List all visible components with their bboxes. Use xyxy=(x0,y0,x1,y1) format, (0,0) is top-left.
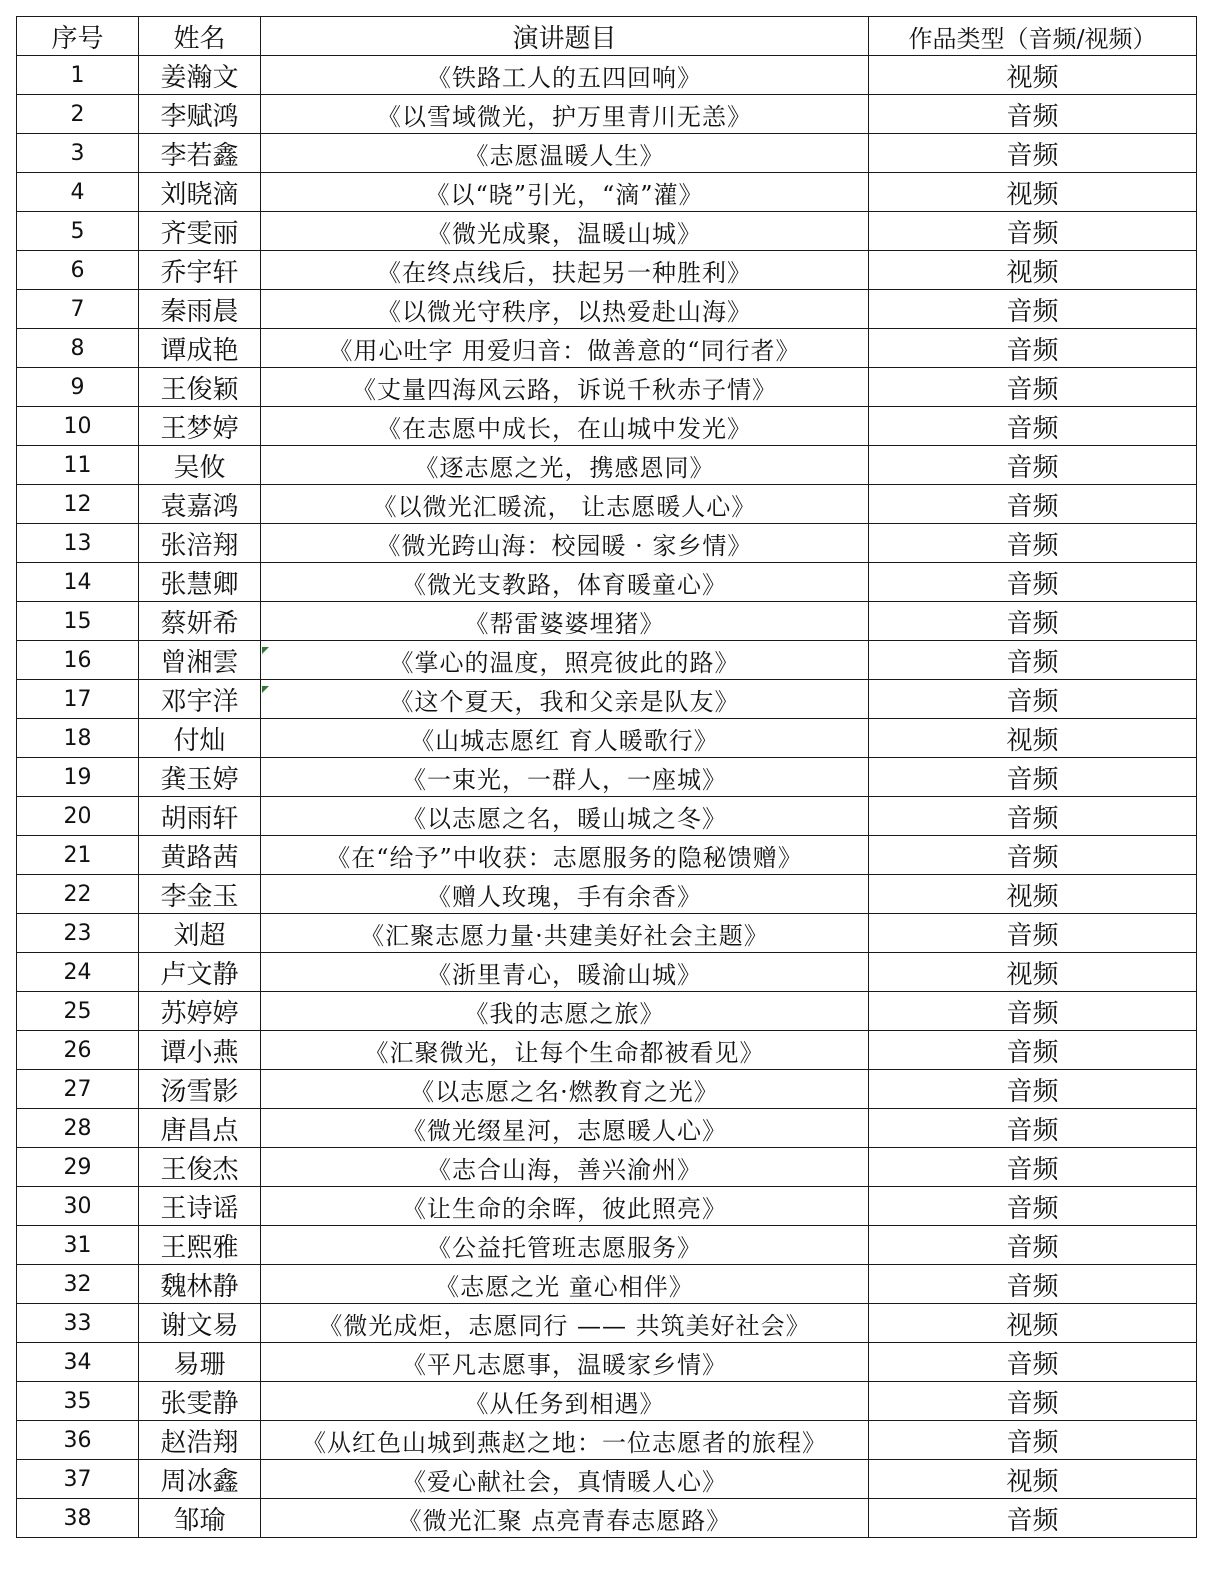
table-row xyxy=(17,953,1197,992)
row-name: 苏婷婷 xyxy=(139,992,261,1031)
row-name: 王诗谣 xyxy=(139,1187,261,1226)
row-name: 唐昌点 xyxy=(139,1109,261,1148)
row-num: 14 xyxy=(17,563,139,602)
row-num: 37 xyxy=(17,1460,139,1499)
row-type: 音频 xyxy=(869,836,1197,875)
table-body xyxy=(17,56,1197,1538)
table-row xyxy=(17,680,1197,719)
row-num: 25 xyxy=(17,992,139,1031)
table-row xyxy=(17,992,1197,1031)
row-type: 音频 xyxy=(869,1265,1197,1304)
row-title: 《我的志愿之旅》 xyxy=(261,992,869,1031)
row-type: 音频 xyxy=(869,95,1197,134)
row-type: 音频 xyxy=(869,1421,1197,1460)
row-title: 《浙里青心，暖渝山城》 xyxy=(261,953,869,992)
row-name: 吴攸 xyxy=(139,446,261,485)
row-name: 蔡妍希 xyxy=(139,602,261,641)
row-type: 音频 xyxy=(869,1070,1197,1109)
row-type: 音频 xyxy=(869,134,1197,173)
row-title: 《让生命的余晖，彼此照亮》 xyxy=(261,1187,869,1226)
row-type: 音频 xyxy=(869,992,1197,1031)
table-row xyxy=(17,836,1197,875)
header-num: 序号 xyxy=(17,17,139,56)
row-num: 32 xyxy=(17,1265,139,1304)
row-type: 音频 xyxy=(869,1109,1197,1148)
row-type: 视频 xyxy=(869,875,1197,914)
row-num: 28 xyxy=(17,1109,139,1148)
table-row xyxy=(17,524,1197,563)
table-row xyxy=(17,1421,1197,1460)
row-num: 13 xyxy=(17,524,139,563)
row-name: 谭成艳 xyxy=(139,329,261,368)
row-num: 21 xyxy=(17,836,139,875)
table-row xyxy=(17,1499,1197,1538)
table-row xyxy=(17,875,1197,914)
row-type: 音频 xyxy=(869,407,1197,446)
row-title: 《以志愿之名，暖山城之冬》 xyxy=(261,797,869,836)
row-title: 《从任务到相遇》 xyxy=(261,1382,869,1421)
row-num: 7 xyxy=(17,290,139,329)
row-name: 易珊 xyxy=(139,1343,261,1382)
row-name: 卢文静 xyxy=(139,953,261,992)
row-name: 张慧卿 xyxy=(139,563,261,602)
row-type: 音频 xyxy=(869,1343,1197,1382)
table-row xyxy=(17,212,1197,251)
row-num: 34 xyxy=(17,1343,139,1382)
row-type: 音频 xyxy=(869,212,1197,251)
row-num: 26 xyxy=(17,1031,139,1070)
row-title: 《以微光汇暖流， 让志愿暖人心》 xyxy=(261,485,869,524)
row-num: 31 xyxy=(17,1226,139,1265)
row-name: 付灿 xyxy=(139,719,261,758)
table-row xyxy=(17,797,1197,836)
row-name: 王梦婷 xyxy=(139,407,261,446)
row-title: 《以微光守秩序，以热爱赴山海》 xyxy=(261,290,869,329)
table-row xyxy=(17,407,1197,446)
header-type: 作品类型（音频/视频） xyxy=(869,17,1197,56)
row-num: 6 xyxy=(17,251,139,290)
row-title: 《微光缀星河，志愿暖人心》 xyxy=(261,1109,869,1148)
table-row xyxy=(17,173,1197,212)
row-name: 张涪翔 xyxy=(139,524,261,563)
row-type: 音频 xyxy=(869,1031,1197,1070)
header-title: 演讲题目 xyxy=(261,17,869,56)
table-row xyxy=(17,485,1197,524)
row-type: 音频 xyxy=(869,758,1197,797)
row-num: 30 xyxy=(17,1187,139,1226)
row-title: 《汇聚微光，让每个生命都被看见》 xyxy=(261,1031,869,1070)
row-num: 33 xyxy=(17,1304,139,1343)
table-row xyxy=(17,563,1197,602)
row-title: 《以雪域微光，护万里青川无恙》 xyxy=(261,95,869,134)
row-num: 24 xyxy=(17,953,139,992)
table-row xyxy=(17,1265,1197,1304)
row-name: 姜瀚文 xyxy=(139,56,261,95)
row-title: 《微光成炬，志愿同行 —— 共筑美好社会》 xyxy=(261,1304,869,1343)
row-type: 音频 xyxy=(869,368,1197,407)
row-num: 3 xyxy=(17,134,139,173)
row-num: 15 xyxy=(17,602,139,641)
row-title: 《赠人玫瑰，手有余香》 xyxy=(261,875,869,914)
row-name: 龚玉婷 xyxy=(139,758,261,797)
table-row xyxy=(17,446,1197,485)
row-title: 《从红色山城到燕赵之地：一位志愿者的旅程》 xyxy=(261,1421,869,1460)
speech-entries-table xyxy=(16,16,1197,1538)
row-name: 汤雪影 xyxy=(139,1070,261,1109)
row-num: 23 xyxy=(17,914,139,953)
row-num: 11 xyxy=(17,446,139,485)
row-num: 22 xyxy=(17,875,139,914)
table-row xyxy=(17,251,1197,290)
row-title: 《志愿之光 童心相伴》 xyxy=(261,1265,869,1304)
row-name: 秦雨晨 xyxy=(139,290,261,329)
row-num: 17 xyxy=(17,680,139,719)
row-title: 《志合山海，善兴渝州》 xyxy=(261,1148,869,1187)
row-num: 4 xyxy=(17,173,139,212)
row-name: 胡雨轩 xyxy=(139,797,261,836)
row-num: 19 xyxy=(17,758,139,797)
row-type: 音频 xyxy=(869,602,1197,641)
row-name: 刘晓滴 xyxy=(139,173,261,212)
table-row xyxy=(17,1382,1197,1421)
row-title: 《微光成聚，温暖山城》 xyxy=(261,212,869,251)
row-type: 音频 xyxy=(869,446,1197,485)
table-row xyxy=(17,1226,1197,1265)
row-title: 《丈量四海风云路，诉说千秋赤子情》 xyxy=(261,368,869,407)
row-title: 《帮雷婆婆埋猪》 xyxy=(261,602,869,641)
table-row xyxy=(17,1109,1197,1148)
row-name: 李金玉 xyxy=(139,875,261,914)
row-num: 38 xyxy=(17,1499,139,1538)
table-row xyxy=(17,641,1197,680)
row-type: 音频 xyxy=(869,641,1197,680)
row-num: 9 xyxy=(17,368,139,407)
table-row xyxy=(17,1304,1197,1343)
table-row xyxy=(17,1460,1197,1499)
row-num: 8 xyxy=(17,329,139,368)
row-title: 《在志愿中成长，在山城中发光》 xyxy=(261,407,869,446)
row-name: 袁嘉鸿 xyxy=(139,485,261,524)
row-type: 音频 xyxy=(869,797,1197,836)
row-num: 27 xyxy=(17,1070,139,1109)
row-type: 视频 xyxy=(869,251,1197,290)
row-title: 《汇聚志愿力量·共建美好社会主题》 xyxy=(261,914,869,953)
table-row xyxy=(17,914,1197,953)
row-name: 邓宇洋 xyxy=(139,680,261,719)
row-type: 视频 xyxy=(869,173,1197,212)
row-name: 赵浩翔 xyxy=(139,1421,261,1460)
row-title: 《微光跨山海：校园暖 · 家乡情》 xyxy=(261,524,869,563)
row-name: 张雯静 xyxy=(139,1382,261,1421)
row-name: 魏林静 xyxy=(139,1265,261,1304)
cell-marker-17 xyxy=(262,686,269,693)
table-row xyxy=(17,1148,1197,1187)
row-name: 黄路茜 xyxy=(139,836,261,875)
row-num: 16 xyxy=(17,641,139,680)
header-name: 姓名 xyxy=(139,17,261,56)
row-name: 王熙雅 xyxy=(139,1226,261,1265)
table-row xyxy=(17,368,1197,407)
table-row xyxy=(17,758,1197,797)
row-name: 李赋鸿 xyxy=(139,95,261,134)
row-num: 29 xyxy=(17,1148,139,1187)
row-title: 《在“给予”中收获：志愿服务的隐秘馈赠》 xyxy=(261,836,869,875)
row-type: 音频 xyxy=(869,329,1197,368)
row-type: 音频 xyxy=(869,1187,1197,1226)
row-title: 《逐志愿之光，携感恩同》 xyxy=(261,446,869,485)
row-title: 《用心吐字 用爱归音：做善意的“同行者》 xyxy=(261,329,869,368)
row-type: 视频 xyxy=(869,953,1197,992)
row-type: 视频 xyxy=(869,1460,1197,1499)
row-type: 音频 xyxy=(869,290,1197,329)
row-name: 谢文易 xyxy=(139,1304,261,1343)
row-name: 曾湘雲 xyxy=(139,641,261,680)
row-num: 12 xyxy=(17,485,139,524)
header-row xyxy=(17,17,1197,56)
row-type: 音频 xyxy=(869,680,1197,719)
row-title: 《一束光，一群人，一座城》 xyxy=(261,758,869,797)
row-name: 齐雯丽 xyxy=(139,212,261,251)
row-title: 《掌心的温度，照亮彼此的路》 xyxy=(261,641,869,680)
cell-marker-16 xyxy=(262,647,269,654)
row-num: 18 xyxy=(17,719,139,758)
table-row xyxy=(17,329,1197,368)
row-type: 视频 xyxy=(869,719,1197,758)
table-row xyxy=(17,95,1197,134)
row-name: 邹瑜 xyxy=(139,1499,261,1538)
row-title: 《爱心献社会，真情暖人心》 xyxy=(261,1460,869,1499)
row-type: 视频 xyxy=(869,1304,1197,1343)
row-title: 《以“晓”引光，“滴”灌》 xyxy=(261,173,869,212)
row-title: 《志愿温暖人生》 xyxy=(261,134,869,173)
row-title: 《铁路工人的五四回响》 xyxy=(261,56,869,95)
table-row xyxy=(17,1343,1197,1382)
table-row xyxy=(17,1031,1197,1070)
row-title: 《微光支教路，体育暖童心》 xyxy=(261,563,869,602)
row-type: 音频 xyxy=(869,914,1197,953)
row-name: 李若鑫 xyxy=(139,134,261,173)
row-title: 《在终点线后，扶起另一种胜利》 xyxy=(261,251,869,290)
table-row xyxy=(17,602,1197,641)
table-row xyxy=(17,134,1197,173)
row-type: 音频 xyxy=(869,1226,1197,1265)
row-title: 《微光汇聚 点亮青春志愿路》 xyxy=(261,1499,869,1538)
row-num: 2 xyxy=(17,95,139,134)
table-row xyxy=(17,1187,1197,1226)
table-row xyxy=(17,719,1197,758)
row-type: 音频 xyxy=(869,1499,1197,1538)
row-title: 《山城志愿红 育人暖歌行》 xyxy=(261,719,869,758)
row-name: 王俊颖 xyxy=(139,368,261,407)
row-num: 1 xyxy=(17,56,139,95)
row-num: 35 xyxy=(17,1382,139,1421)
row-num: 36 xyxy=(17,1421,139,1460)
row-type: 音频 xyxy=(869,1148,1197,1187)
row-type: 视频 xyxy=(869,56,1197,95)
row-type: 音频 xyxy=(869,485,1197,524)
table-row xyxy=(17,1070,1197,1109)
row-title: 《公益托管班志愿服务》 xyxy=(261,1226,869,1265)
row-name: 乔宇轩 xyxy=(139,251,261,290)
row-title: 《平凡志愿事，温暖家乡情》 xyxy=(261,1343,869,1382)
row-num: 10 xyxy=(17,407,139,446)
row-name: 刘超 xyxy=(139,914,261,953)
row-name: 周冰鑫 xyxy=(139,1460,261,1499)
row-title: 《这个夏天，我和父亲是队友》 xyxy=(261,680,869,719)
row-num: 5 xyxy=(17,212,139,251)
row-name: 王俊杰 xyxy=(139,1148,261,1187)
table-row xyxy=(17,56,1197,95)
row-type: 音频 xyxy=(869,524,1197,563)
table-row xyxy=(17,290,1197,329)
row-num: 20 xyxy=(17,797,139,836)
row-title: 《以志愿之名·燃教育之光》 xyxy=(261,1070,869,1109)
row-name: 谭小燕 xyxy=(139,1031,261,1070)
row-type: 音频 xyxy=(869,1382,1197,1421)
row-type: 音频 xyxy=(869,563,1197,602)
